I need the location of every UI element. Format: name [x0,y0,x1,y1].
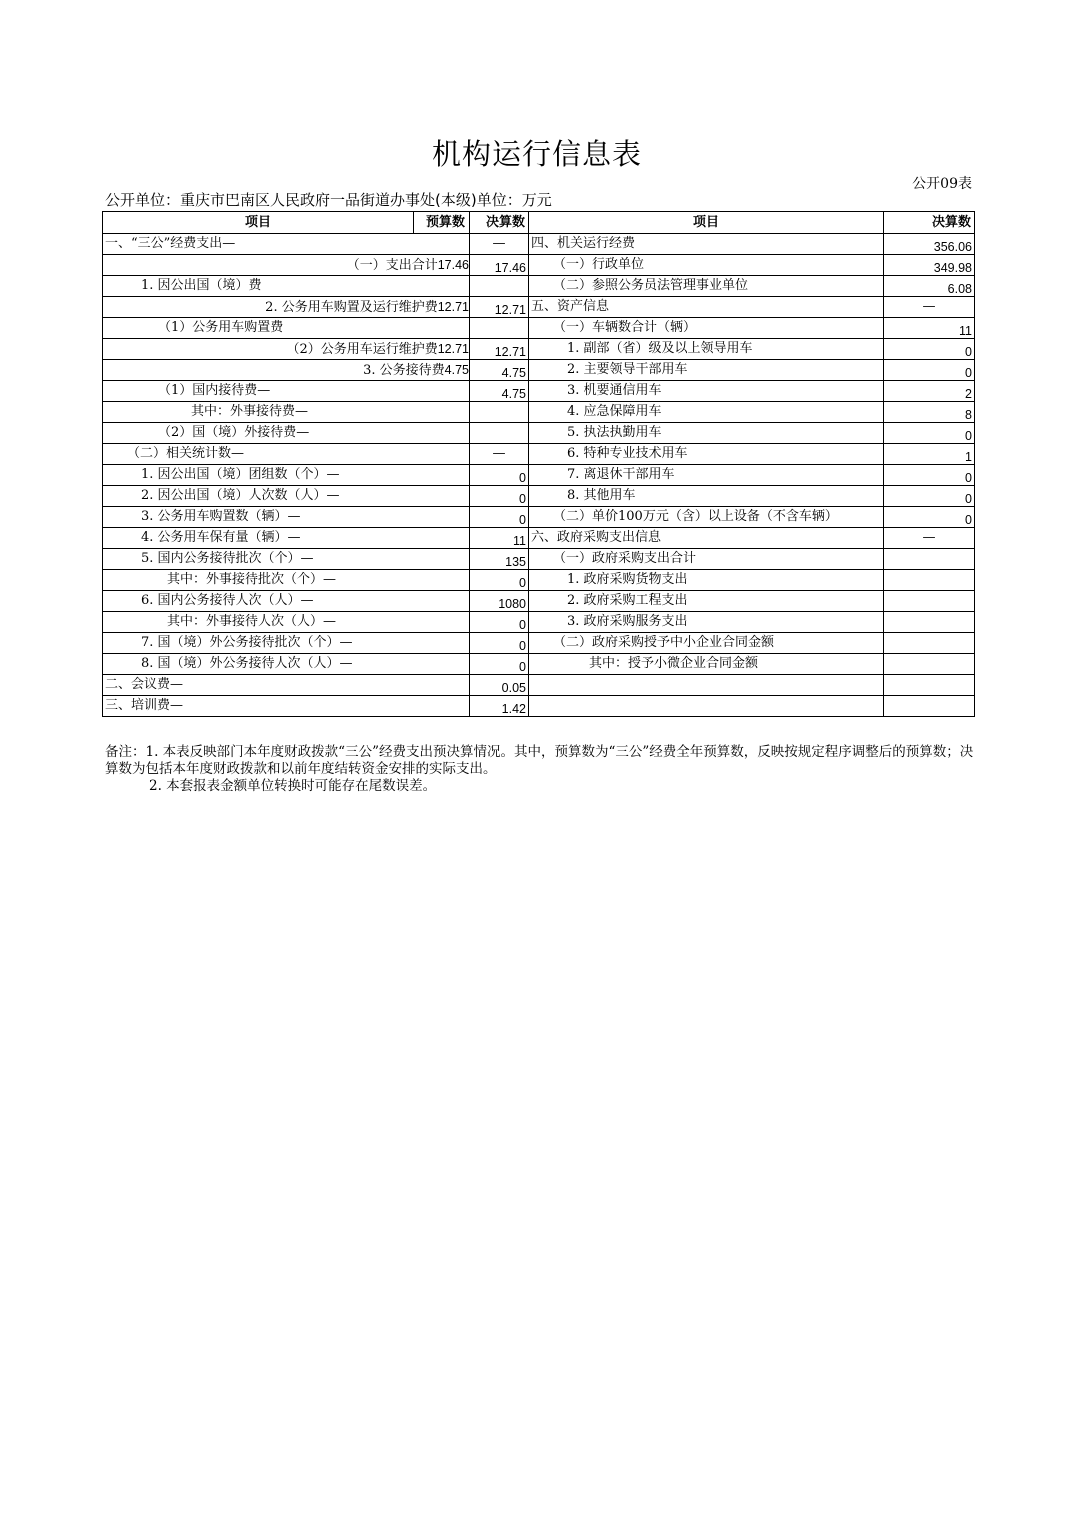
row-right-final-value [884,570,975,591]
row-item-label: 一、“三公”经费支出— [103,234,470,255]
row-right-item-label: 3. 政府采购服务支出 [529,612,884,633]
unit-line [105,189,552,210]
row-right-item-label: （一）行政单位 [529,255,884,276]
header-final-right: 决算数 [884,212,975,234]
row-right-final-value: 0 [884,486,975,507]
row-right-final-value [884,612,975,633]
info-table [102,211,975,717]
table-row [103,675,975,696]
header-budget: 预算数 [425,214,465,230]
row-right-item-label [529,696,884,717]
row-right-final-value: 0 [884,423,975,444]
table-row [103,444,975,465]
row-final-value: 0 [470,486,529,507]
row-final-value [470,402,529,423]
row-right-final-value: 8 [884,402,975,423]
row-right-final-value: 349.98 [884,255,975,276]
table-row [103,234,975,255]
row-right-item-label: 8. 其他用车 [529,486,884,507]
row-item-label: （2）公务用车运行维护费12.71 [103,339,470,360]
row-right-item-label [529,675,884,696]
row-right-item-label: （二）参照公务员法管理事业单位 [529,276,884,297]
row-item-label: （一）支出合计17.46 [103,255,470,276]
row-right-final-value [884,696,975,717]
row-final-value: 0 [470,507,529,528]
row-item-label: 3. 公务用车购置数（辆）— [103,507,470,528]
row-final-value: 11 [470,528,529,549]
row-final-value: 17.46 [470,255,529,276]
table-row [103,633,975,654]
row-item-label: （1）国内接待费— [103,381,470,402]
row-right-final-value: 6.08 [884,276,975,297]
row-final-value: 0 [470,633,529,654]
row-right-final-value [884,633,975,654]
row-right-final-value: 356.06 [884,234,975,255]
row-item-label: 1. 因公出国（境）费 [103,276,470,297]
row-final-value: 0 [470,570,529,591]
table-row [103,423,975,444]
row-item-label: 4. 公务用车保有量（辆）— [103,528,470,549]
row-item-label: 2. 公务用车购置及运行维护费12.71 [103,297,470,318]
table-row [103,381,975,402]
form-number: 公开09表 [912,176,972,192]
table-header-row [103,212,975,234]
row-item-label: 其中：外事接待人次（人）— [103,612,470,633]
table-row [103,570,975,591]
row-final-value [470,423,529,444]
row-right-item-label: 2. 政府采购工程支出 [529,591,884,612]
row-budget-value: 4.75 [444,362,469,377]
row-right-final-value: 0 [884,507,975,528]
row-right-final-value: 11 [884,318,975,339]
table-row [103,528,975,549]
row-item-label: 5. 国内公务接待批次（个）— [103,549,470,570]
table-row [103,507,975,528]
table-row [103,318,975,339]
row-right-final-value: 0 [884,339,975,360]
row-final-value [470,318,529,339]
row-right-item-label: 5. 执法执勤用车 [529,423,884,444]
row-final-value: — [470,234,529,255]
row-final-value: 0 [470,612,529,633]
page-title: 机构运行信息表 [431,137,642,171]
row-right-item-label: 四、机关运行经费 [529,234,884,255]
row-final-value [470,276,529,297]
row-final-value: 1080 [470,591,529,612]
row-item-label: 二、会议费— [103,675,470,696]
row-right-final-value: — [884,528,975,549]
row-right-item-label: 1. 副部（省）级及以上领导用车 [529,339,884,360]
table-row [103,255,975,276]
row-right-item-label: （二）政府采购授予中小企业合同金额 [529,633,884,654]
row-right-item-label: 4. 应急保障用车 [529,402,884,423]
row-right-final-value: — [884,297,975,318]
table-row [103,360,975,381]
row-item-label: 7. 国（境）外公务接待批次（个）— [103,633,470,654]
table-row [103,591,975,612]
table-row [103,612,975,633]
row-right-item-label: 7. 离退休干部用车 [529,465,884,486]
row-right-item-label: 五、资产信息 [529,297,884,318]
row-final-value: 0 [470,654,529,675]
row-final-value: 4.75 [470,381,529,402]
row-item-label: 8. 国（境）外公务接待人次（人）— [103,654,470,675]
row-right-item-label: （一）政府采购支出合计 [529,549,884,570]
row-final-value: 1.42 [470,696,529,717]
row-right-item-label: 2. 主要领导干部用车 [529,360,884,381]
row-final-value: 135 [470,549,529,570]
row-item-label: 2. 因公出国（境）人次数（人）— [103,486,470,507]
row-budget-value: 12.71 [437,341,469,356]
table-row [103,549,975,570]
row-final-value: 4.75 [470,360,529,381]
table-row [103,654,975,675]
row-item-label: 1. 因公出国（境）团组数（个）— [103,465,470,486]
table-row [103,402,975,423]
row-right-final-value [884,675,975,696]
row-item-label: （二）相关统计数— [103,444,470,465]
row-final-value: — [470,444,529,465]
table-row [103,486,975,507]
row-right-final-value: 0 [884,465,975,486]
row-right-item-label: 其中：授予小微企业合同金额 [529,654,884,675]
row-right-final-value [884,549,975,570]
row-item-label: 其中：外事接待费— [103,402,470,423]
row-right-final-value: 1 [884,444,975,465]
row-item-label: 3. 公务接待费4.75 [103,360,470,381]
row-budget-value: 12.71 [437,299,469,314]
header-item-label: 项目 [103,212,414,233]
table-row [103,465,975,486]
row-final-value: 12.71 [470,339,529,360]
row-right-item-label: 6. 特种专业技术用车 [529,444,884,465]
row-final-value: 0 [470,465,529,486]
row-right-item-label: （一）车辆数合计（辆） [529,318,884,339]
row-right-final-value: 0 [884,360,975,381]
notes [105,744,975,795]
row-right-item-label: 1. 政府采购货物支出 [529,570,884,591]
row-right-item-label: （二）单价100万元（含）以上设备（不含车辆） [529,507,884,528]
table-row [103,297,975,318]
table-row [103,696,975,717]
row-right-item-label: 六、政府采购支出信息 [529,528,884,549]
row-item-label: 其中：外事接待批次（个）— [103,570,470,591]
row-right-final-value [884,654,975,675]
row-right-final-value: 2 [884,381,975,402]
row-item-label: （2）国（境）外接待费— [103,423,470,444]
header-item-right: 项目 [529,212,884,234]
table-row [103,276,975,297]
row-budget-value: 17.46 [437,257,469,272]
row-item-label: 6. 国内公务接待人次（人）— [103,591,470,612]
row-right-item-label: 3. 机要通信用车 [529,381,884,402]
header-final: 决算数 [470,212,529,234]
table-row [103,339,975,360]
row-item-label: （1）公务用车购置费 [103,318,470,339]
row-final-value: 12.71 [470,297,529,318]
row-item-label: 三、培训费— [103,696,470,717]
header-item [103,212,470,234]
unit-label: 公开单位：重庆市巴南区人民政府一品街道办事处(本级) [105,191,477,209]
currency-label: 单位：万元 [476,191,552,209]
note-line-2: 2. 本套报表金额单位转换时可能存在尾数误差。 [149,778,437,794]
row-final-value: 0.05 [470,675,529,696]
note-line-1: 备注：1. 本表反映部门本年度财政拨款“三公”经费支出预决算情况。其中，预算数为“三公”经费全年预算数，反映按规定程序调整后的预算数；决算数为包括本年度财政拨款和以前年度结转资金安排的实际支出。 [105,744,974,777]
row-right-final-value [884,591,975,612]
